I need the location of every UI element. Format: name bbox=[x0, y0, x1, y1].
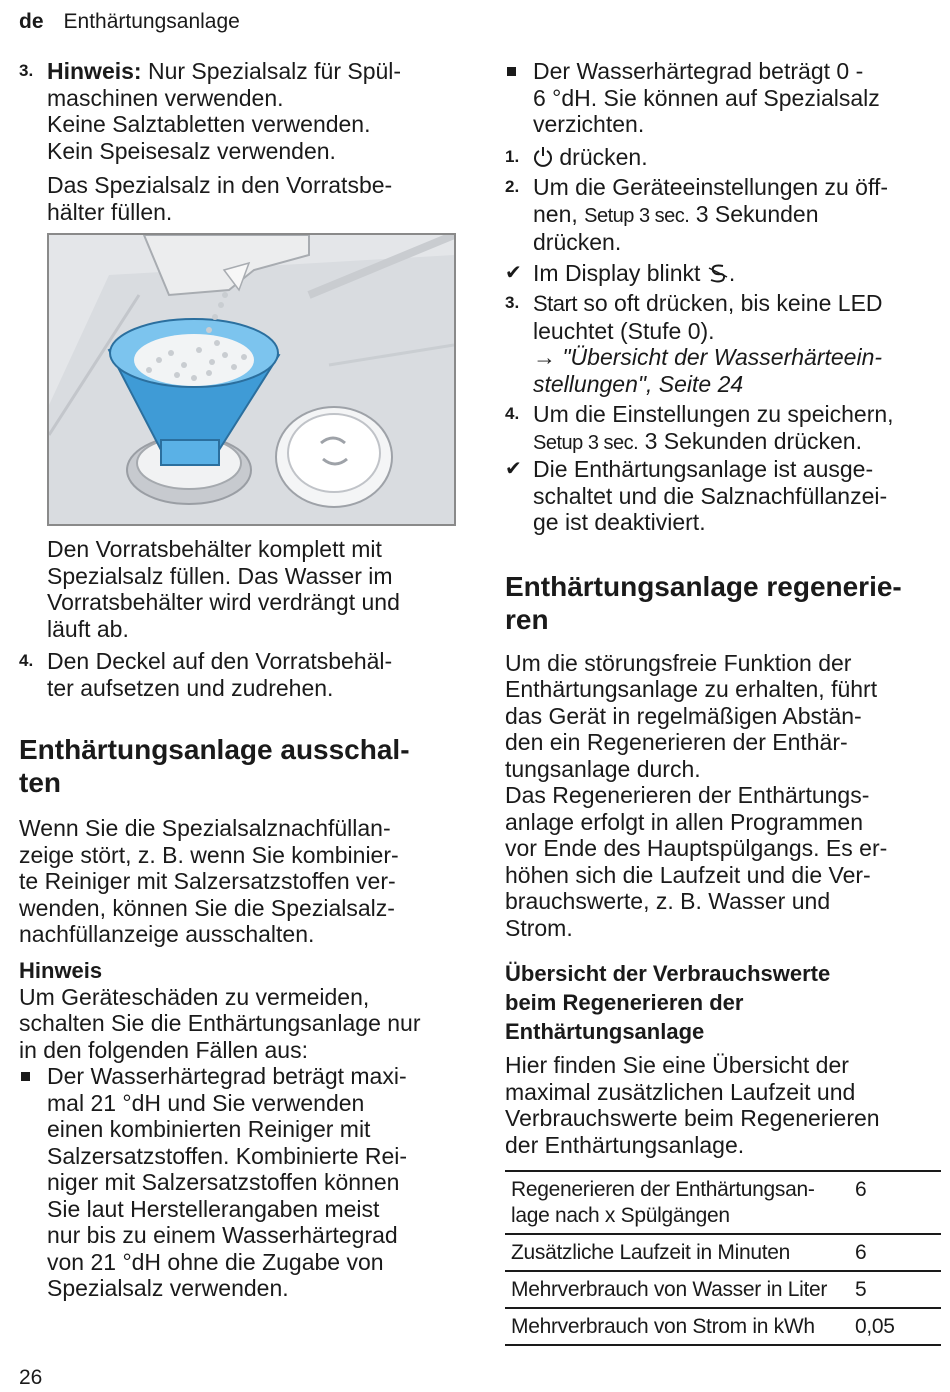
table-cell-value: 6 bbox=[847, 1171, 941, 1234]
step-3-salt-hint: 3. Hinweis: Nur Spezialsalz für Spül- maschinen verwenden. Keine Salztabletten verwenden. Kein Speisesalz verwenden. Das Spezialsalz in den Vorratsbe- hälter füllen. bbox=[19, 58, 402, 225]
table-row bbox=[505, 1234, 941, 1271]
salt-funnel-illustration bbox=[47, 233, 456, 526]
cross-reference-link[interactable]: → "Übersicht der Wasserhärteein- bbox=[533, 344, 883, 370]
step-number: 4. bbox=[505, 404, 520, 423]
step-2-setup: 2. Um die Geräteeinstellungen zu öff- nen, Setup 3 sec. 3 Sekunden drücken. bbox=[505, 174, 888, 255]
regenerate-description: Um die störungsfreie Funktion der Enthärtungsanlage zu erhalten, führt das Gerät in regelmäßigen Abstän- den ein Regenerieren der Enthär- tungsanlage durch. Das Regenerieren der Enthärtungs- anlage erfolgt in allen Programmen vor Ende des Hauptspülgangs. Es er- höhen sich die Laufzeit und die Ver- brauchswerte, z. B. Wasser und Strom. bbox=[505, 649, 888, 941]
start-key-label: Start bbox=[533, 291, 577, 316]
step-3-start: 3. Start so oft drücken, bis keine LED leuchtet (Stufe 0). → "Übersicht der Wasserhärteein- stellungen", Seite 24 bbox=[505, 290, 943, 397]
table-cell-value: 5 bbox=[847, 1271, 941, 1308]
section-title-regenerate: Enthärtungsanlage regenerie- ren bbox=[505, 570, 902, 635]
salt-indicator-icon bbox=[707, 262, 729, 284]
hint-heading: Hinweis bbox=[19, 957, 103, 983]
table-cell-label: Mehrverbrauch von Strom in kWh bbox=[505, 1308, 847, 1345]
right-column bbox=[505, 58, 943, 1346]
bullet-0-6dh: Der Wasserhärtegrad beträgt 0 - 6 °dH. Sie können auf Spezialsalz verzichten. bbox=[505, 58, 943, 138]
page-header bbox=[19, 8, 240, 36]
salt-funnel-drawing bbox=[49, 235, 454, 524]
table-row bbox=[505, 1308, 941, 1345]
language-code: de bbox=[19, 10, 44, 33]
bullet-square-icon bbox=[21, 1072, 30, 1081]
result-display-blinks: ✔ Im Display blinkt . bbox=[505, 259, 736, 286]
page-number: 26 bbox=[19, 1366, 43, 1389]
consumption-table bbox=[505, 1170, 941, 1346]
header-title: Enthärtungsanlage bbox=[63, 10, 240, 33]
table-cell-label: Zusätzliche Laufzeit in Minuten bbox=[505, 1234, 847, 1271]
table-cell-label: Mehrverbrauch von Wasser in Liter bbox=[505, 1271, 847, 1308]
step-4-save: 4. Um die Einstellungen zu speichern, Setup 3 sec. 3 Sekunden drücken. bbox=[505, 401, 894, 454]
setup-key-label: Setup 3 sec. bbox=[533, 431, 639, 454]
result-deactivated: ✔ Die Enthärtungsanlage ist ausge- schaltet und die Salznachfüllanzei- ge ist deaktiviert. bbox=[505, 456, 888, 535]
bullet-max-21dh: Der Wasserhärtegrad beträgt maxi- mal 21 °dH und Sie verwenden einen kombinierten Reiniger mit Salzersatzstoffen. Kombinierte Rei- niger mit Salzersatzstoffen können Sie laut Herstellerangaben meist nur bis zu einem Wasserhärtegrad von 21 °dH ohne die Zugabe von Spezialsalz verwenden. bbox=[19, 1063, 459, 1302]
step-1-power: 1. drücken. bbox=[505, 143, 648, 170]
section-title-switch-off: Enthärtungsanlage ausschal- ten bbox=[19, 734, 410, 798]
table-cell-value: 0,05 bbox=[847, 1308, 941, 1345]
switch-off-intro: Wenn Sie die Spezialsalznachfüllan- zeige stört, z. B. wenn Sie kombinier- te Reiniger mit Salzersatzstoffen ver- wenden, können Sie die Spezialsalz- nachfüllanzeige ausschalten. bbox=[19, 815, 399, 947]
step-4-lid: 4. Den Deckel auf den Vorratsbehäl- ter aufsetzen und zudrehen. bbox=[19, 648, 393, 701]
fill-instructions: Den Vorratsbehälter komplett mit Spezialsalz füllen. Das Wasser im Vorratsbehälter wird verdrängt und läuft ab. bbox=[47, 536, 400, 642]
bullet-square-icon bbox=[507, 67, 516, 76]
checkmark-icon: ✔ bbox=[505, 458, 522, 480]
checkmark-icon: ✔ bbox=[505, 261, 522, 284]
left-column bbox=[19, 58, 459, 1302]
subsection-title-consumption: Übersicht der Verbrauchswerte beim Regenerieren der Enthärtungsanlage bbox=[505, 961, 831, 1044]
hint-block: Hinweis Um Geräteschäden zu vermeiden, schalten Sie die Enthärtungsanlage nur in den folgenden Fällen aus: bbox=[19, 958, 459, 1064]
table-cell-value: 6 bbox=[847, 1234, 941, 1271]
table-cell-label: Regenerieren der Enthärtungsan- lage nach x Spülgängen bbox=[505, 1171, 847, 1234]
step-number: 3. bbox=[19, 61, 34, 80]
table-row bbox=[505, 1171, 941, 1234]
setup-key-label: Setup 3 sec. bbox=[584, 204, 690, 227]
step-number: 4. bbox=[19, 651, 34, 670]
step-number: 1. bbox=[505, 146, 520, 166]
hint-label: Hinweis: bbox=[47, 58, 142, 84]
step-number: 2. bbox=[505, 177, 520, 196]
step-number: 3. bbox=[505, 293, 520, 312]
power-icon bbox=[533, 146, 553, 168]
consumption-intro: Hier finden Sie eine Übersicht der maximal zusätzlichen Laufzeit und Verbrauchswerte beim Regenerieren der Enthärtungsanlage. bbox=[505, 1052, 880, 1158]
table-row bbox=[505, 1271, 941, 1308]
